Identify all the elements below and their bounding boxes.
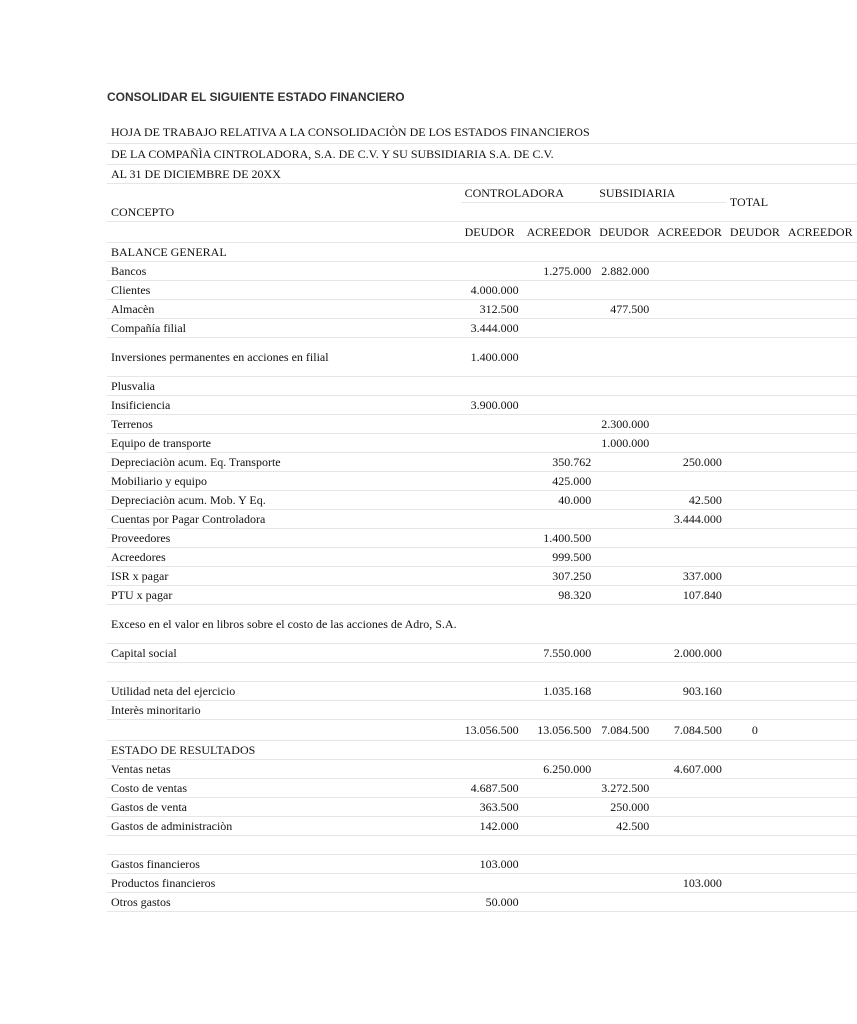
controladora-deudor-header: DEUDOR bbox=[461, 221, 523, 242]
subsidiaria-deudor-value bbox=[595, 873, 653, 892]
total-deudor-value bbox=[726, 318, 784, 337]
table-row bbox=[107, 433, 857, 452]
subsidiaria-deudor-value bbox=[595, 280, 653, 299]
subsidiaria-deudor-value bbox=[595, 376, 653, 395]
row-concepto: Depreciaciòn acum. Mob. Y Eq. bbox=[107, 490, 461, 509]
total-deudor-value bbox=[726, 662, 784, 681]
row-concepto: Cuentas por Pagar Controladora bbox=[107, 509, 461, 528]
controladora-acreedor-value bbox=[523, 700, 596, 719]
controladora-acreedor-value bbox=[523, 892, 596, 911]
subsidiaria-deudor-value: 1.000.000 bbox=[595, 433, 653, 452]
controladora-acreedor-value: 350.762 bbox=[523, 452, 596, 471]
total-deudor-sum: 0 bbox=[726, 719, 784, 740]
total-acreedor-value bbox=[784, 509, 857, 528]
controladora-acreedor-value bbox=[523, 835, 596, 854]
subsidiaria-acreedor-value: 4.607.000 bbox=[653, 759, 726, 778]
controladora-deudor-value: 3.900.000 bbox=[461, 395, 523, 414]
table-row bbox=[107, 452, 857, 471]
total-acreedor-value bbox=[784, 662, 857, 681]
subsidiaria-deudor-value bbox=[595, 337, 653, 376]
controladora-acreedor-value bbox=[523, 376, 596, 395]
subsidiaria-acreedor-value: 107.840 bbox=[653, 585, 726, 604]
subsidiaria-acreedor-value: 103.000 bbox=[653, 873, 726, 892]
row-concepto: PTU x pagar bbox=[107, 585, 461, 604]
total-acreedor-header: ACREEDOR bbox=[784, 221, 857, 242]
controladora-deudor-value: 312.500 bbox=[461, 299, 523, 318]
total-deudor-value bbox=[726, 759, 784, 778]
table-row bbox=[107, 700, 857, 719]
controladora-acreedor-value: 40.000 bbox=[523, 490, 596, 509]
controladora-deudor-value bbox=[461, 414, 523, 433]
total-controladora-acreedor: 13.056.500 bbox=[523, 719, 596, 740]
table-row bbox=[107, 337, 857, 376]
row-concepto: Otros gastos bbox=[107, 892, 461, 911]
total-acreedor-sum bbox=[784, 719, 857, 740]
row-concepto: Bancos bbox=[107, 261, 461, 280]
controladora-acreedor-header: ACREEDOR bbox=[523, 221, 596, 242]
subsidiaria-deudor-value: 477.500 bbox=[595, 299, 653, 318]
section-title: BALANCE GENERAL bbox=[107, 242, 857, 261]
controladora-acreedor-value bbox=[523, 854, 596, 873]
total-acreedor-value bbox=[784, 778, 857, 797]
controladora-deudor-value bbox=[461, 261, 523, 280]
table-row bbox=[107, 662, 857, 681]
total-acreedor-value bbox=[784, 376, 857, 395]
controladora-acreedor-value: 1.275.000 bbox=[523, 261, 596, 280]
subsidiaria-deudor-value bbox=[595, 452, 653, 471]
table-row bbox=[107, 318, 857, 337]
total-acreedor-value bbox=[784, 604, 857, 643]
header-line-1 bbox=[107, 122, 857, 143]
row-concepto: Gastos financieros bbox=[107, 854, 461, 873]
section-balance-general bbox=[107, 242, 857, 261]
controladora-header: CONTROLADORA bbox=[461, 183, 596, 202]
controladora-acreedor-value: 999.500 bbox=[523, 547, 596, 566]
subsidiaria-deudor-value bbox=[595, 854, 653, 873]
controladora-acreedor-value bbox=[523, 873, 596, 892]
controladora-acreedor-value: 1.035.168 bbox=[523, 681, 596, 700]
row-concepto: Interès minoritario bbox=[107, 700, 461, 719]
total-acreedor-value bbox=[784, 528, 857, 547]
row-concepto: Mobiliario y equipo bbox=[107, 471, 461, 490]
total-deudor-value bbox=[726, 643, 784, 662]
subsidiaria-acreedor-value bbox=[653, 662, 726, 681]
controladora-deudor-value: 363.500 bbox=[461, 797, 523, 816]
section-estado-resultados bbox=[107, 740, 857, 759]
subsidiaria-deudor-value bbox=[595, 700, 653, 719]
table-row bbox=[107, 681, 857, 700]
table-row bbox=[107, 759, 857, 778]
table-row bbox=[107, 471, 857, 490]
header-line-text: DE LA COMPAÑÌA CINTROLADORA, S.A. DE C.V. Y SU SUBSIDIARIA S.A. DE C.V. bbox=[107, 143, 857, 164]
column-header-row bbox=[107, 221, 857, 242]
controladora-acreedor-value bbox=[523, 433, 596, 452]
controladora-deudor-value bbox=[461, 643, 523, 662]
group-header-row bbox=[107, 183, 857, 202]
controladora-acreedor-value bbox=[523, 280, 596, 299]
controladora-acreedor-value bbox=[523, 509, 596, 528]
controladora-deudor-value bbox=[461, 452, 523, 471]
total-deudor-value bbox=[726, 854, 784, 873]
controladora-deudor-value: 4.000.000 bbox=[461, 280, 523, 299]
table-row bbox=[107, 547, 857, 566]
controladora-deudor-value bbox=[461, 604, 523, 643]
total-acreedor-value bbox=[784, 395, 857, 414]
total-deudor-value bbox=[726, 700, 784, 719]
total-controladora-deudor: 13.056.500 bbox=[461, 719, 523, 740]
total-deudor-value bbox=[726, 566, 784, 585]
row-concepto: Capital social bbox=[107, 643, 461, 662]
table-row bbox=[107, 490, 857, 509]
controladora-deudor-value bbox=[461, 759, 523, 778]
subsidiaria-acreedor-value bbox=[653, 261, 726, 280]
controladora-deudor-value bbox=[461, 471, 523, 490]
table-row bbox=[107, 376, 857, 395]
total-deudor-value bbox=[726, 433, 784, 452]
total-deudor-value bbox=[726, 681, 784, 700]
controladora-deudor-value bbox=[461, 662, 523, 681]
total-acreedor-value bbox=[784, 490, 857, 509]
subsidiaria-deudor-value: 2.882.000 bbox=[595, 261, 653, 280]
subsidiaria-deudor-value bbox=[595, 318, 653, 337]
table-row bbox=[107, 566, 857, 585]
row-concepto: Productos financieros bbox=[107, 873, 461, 892]
subsidiaria-acreedor-value bbox=[653, 337, 726, 376]
subsidiaria-deudor-value bbox=[595, 566, 653, 585]
total-acreedor-value bbox=[784, 816, 857, 835]
row-concepto bbox=[107, 662, 461, 681]
subsidiaria-header: SUBSIDIARIA bbox=[595, 183, 726, 202]
subsidiaria-acreedor-value bbox=[653, 892, 726, 911]
table-row bbox=[107, 816, 857, 835]
row-concepto: Ventas netas bbox=[107, 759, 461, 778]
subsidiaria-acreedor-value bbox=[653, 471, 726, 490]
row-concepto: Costo de ventas bbox=[107, 778, 461, 797]
table-row bbox=[107, 280, 857, 299]
row-concepto: Plusvalia bbox=[107, 376, 461, 395]
table-row bbox=[107, 395, 857, 414]
subsidiaria-acreedor-value: 337.000 bbox=[653, 566, 726, 585]
subsidiaria-deudor-value bbox=[595, 759, 653, 778]
subsidiaria-acreedor-value: 3.444.000 bbox=[653, 509, 726, 528]
total-acreedor-value bbox=[784, 452, 857, 471]
controladora-acreedor-value bbox=[523, 318, 596, 337]
header-line-3 bbox=[107, 164, 857, 183]
table-row bbox=[107, 509, 857, 528]
subsidiaria-deudor-value bbox=[595, 835, 653, 854]
controladora-deudor-value: 50.000 bbox=[461, 892, 523, 911]
subsidiaria-deudor-value bbox=[595, 681, 653, 700]
header-line-2 bbox=[107, 143, 857, 164]
total-deudor-value bbox=[726, 547, 784, 566]
subsidiaria-deudor-value bbox=[595, 643, 653, 662]
total-deudor-value bbox=[726, 261, 784, 280]
subsidiaria-acreedor-value bbox=[653, 395, 726, 414]
row-concepto: Insificiencia bbox=[107, 395, 461, 414]
controladora-acreedor-value bbox=[523, 337, 596, 376]
controladora-acreedor-value: 1.400.500 bbox=[523, 528, 596, 547]
total-deudor-value bbox=[726, 452, 784, 471]
total-deudor-value bbox=[726, 835, 784, 854]
subsidiaria-acreedor-value bbox=[653, 816, 726, 835]
subsidiaria-deudor-value: 3.272.500 bbox=[595, 778, 653, 797]
subsidiaria-acreedor-value bbox=[653, 604, 726, 643]
subsidiaria-acreedor-value bbox=[653, 376, 726, 395]
subsidiaria-deudor-value bbox=[595, 509, 653, 528]
total-deudor-value bbox=[726, 892, 784, 911]
total-subsidiaria-deudor: 7.084.500 bbox=[595, 719, 653, 740]
controladora-acreedor-value bbox=[523, 816, 596, 835]
subsidiaria-acreedor-header: ACREEDOR bbox=[653, 221, 726, 242]
total-acreedor-value bbox=[784, 854, 857, 873]
row-concepto: Utilidad neta del ejercicio bbox=[107, 681, 461, 700]
controladora-acreedor-value: 425.000 bbox=[523, 471, 596, 490]
subsidiaria-deudor-value bbox=[595, 471, 653, 490]
total-deudor-value bbox=[726, 797, 784, 816]
total-acreedor-value bbox=[784, 759, 857, 778]
total-deudor-value bbox=[726, 337, 784, 376]
row-concepto: Gastos de venta bbox=[107, 797, 461, 816]
subsidiaria-acreedor-value bbox=[653, 299, 726, 318]
subsidiaria-deudor-value bbox=[595, 892, 653, 911]
controladora-acreedor-value bbox=[523, 299, 596, 318]
row-concepto: Depreciaciòn acum. Eq. Transporte bbox=[107, 452, 461, 471]
controladora-deudor-value: 1.400.000 bbox=[461, 337, 523, 376]
header-line-text: HOJA DE TRABAJO RELATIVA A LA CONSOLIDACIÒN DE LOS ESTADOS FINANCIEROS bbox=[107, 122, 857, 143]
controladora-deudor-value bbox=[461, 376, 523, 395]
total-acreedor-value bbox=[784, 585, 857, 604]
total-acreedor-value bbox=[784, 892, 857, 911]
subsidiaria-acreedor-value bbox=[653, 797, 726, 816]
controladora-deudor-value bbox=[461, 873, 523, 892]
subsidiaria-deudor-value: 42.500 bbox=[595, 816, 653, 835]
controladora-deudor-value: 142.000 bbox=[461, 816, 523, 835]
controladora-acreedor-value: 98.320 bbox=[523, 585, 596, 604]
total-acreedor-value bbox=[784, 261, 857, 280]
totals-label bbox=[107, 719, 461, 740]
total-deudor-value bbox=[726, 471, 784, 490]
table-row bbox=[107, 261, 857, 280]
total-acreedor-value bbox=[784, 318, 857, 337]
total-acreedor-value bbox=[784, 299, 857, 318]
controladora-deudor-value bbox=[461, 490, 523, 509]
total-acreedor-value bbox=[784, 835, 857, 854]
subsidiaria-acreedor-value bbox=[653, 528, 726, 547]
controladora-acreedor-value bbox=[523, 414, 596, 433]
subsidiaria-acreedor-value bbox=[653, 854, 726, 873]
table-row bbox=[107, 604, 857, 643]
row-concepto: Clientes bbox=[107, 280, 461, 299]
row-concepto: Inversiones permanentes en acciones en filial bbox=[107, 337, 461, 376]
controladora-deudor-value bbox=[461, 681, 523, 700]
total-header: TOTAL bbox=[726, 183, 857, 221]
row-concepto: Equipo de transporte bbox=[107, 433, 461, 452]
subsidiaria-deudor-value bbox=[595, 528, 653, 547]
table-row bbox=[107, 528, 857, 547]
total-deudor-value bbox=[726, 395, 784, 414]
total-acreedor-value bbox=[784, 471, 857, 490]
table-row bbox=[107, 797, 857, 816]
row-concepto: Acreedores bbox=[107, 547, 461, 566]
total-acreedor-value bbox=[784, 700, 857, 719]
row-concepto: Terrenos bbox=[107, 414, 461, 433]
total-acreedor-value bbox=[784, 873, 857, 892]
controladora-deudor-value bbox=[461, 835, 523, 854]
controladora-deudor-value: 4.687.500 bbox=[461, 778, 523, 797]
subsidiaria-acreedor-value bbox=[653, 700, 726, 719]
total-deudor-value bbox=[726, 490, 784, 509]
subsidiaria-deudor-header: DEUDOR bbox=[595, 221, 653, 242]
controladora-acreedor-value: 307.250 bbox=[523, 566, 596, 585]
total-deudor-value bbox=[726, 376, 784, 395]
total-acreedor-value bbox=[784, 681, 857, 700]
total-acreedor-value bbox=[784, 337, 857, 376]
row-concepto: ISR x pagar bbox=[107, 566, 461, 585]
table-row bbox=[107, 835, 857, 854]
row-concepto: Exceso en el valor en libros sobre el costo de las acciones de Adro, S.A. bbox=[107, 604, 461, 643]
total-deudor-value bbox=[726, 299, 784, 318]
subsidiaria-acreedor-value bbox=[653, 835, 726, 854]
total-deudor-value bbox=[726, 280, 784, 299]
subsidiaria-deudor-value: 250.000 bbox=[595, 797, 653, 816]
total-deudor-value bbox=[726, 585, 784, 604]
row-concepto: Compañía filial bbox=[107, 318, 461, 337]
row-concepto: Gastos de administraciòn bbox=[107, 816, 461, 835]
total-acreedor-value bbox=[784, 433, 857, 452]
table-row bbox=[107, 892, 857, 911]
total-acreedor-value bbox=[784, 797, 857, 816]
controladora-deudor-value bbox=[461, 566, 523, 585]
subsidiaria-acreedor-value: 2.000.000 bbox=[653, 643, 726, 662]
subsidiaria-acreedor-value: 250.000 bbox=[653, 452, 726, 471]
controladora-acreedor-value bbox=[523, 778, 596, 797]
controladora-deudor-value bbox=[461, 547, 523, 566]
subsidiaria-deudor-value bbox=[595, 662, 653, 681]
controladora-acreedor-value: 7.550.000 bbox=[523, 643, 596, 662]
total-deudor-value bbox=[726, 873, 784, 892]
table-row bbox=[107, 873, 857, 892]
total-deudor-header: DEUDOR bbox=[726, 221, 784, 242]
subsidiaria-deudor-value bbox=[595, 547, 653, 566]
page-title: CONSOLIDAR EL SIGUIENTE ESTADO FINANCIERO bbox=[107, 90, 405, 104]
total-deudor-value bbox=[726, 509, 784, 528]
total-deudor-value bbox=[726, 778, 784, 797]
total-deudor-value bbox=[726, 604, 784, 643]
controladora-deudor-value: 103.000 bbox=[461, 854, 523, 873]
subsidiaria-acreedor-value bbox=[653, 778, 726, 797]
total-subsidiaria-acreedor: 7.084.500 bbox=[653, 719, 726, 740]
controladora-deudor-value bbox=[461, 585, 523, 604]
total-deudor-value bbox=[726, 528, 784, 547]
subsidiaria-deudor-value: 2.300.000 bbox=[595, 414, 653, 433]
table-row bbox=[107, 299, 857, 318]
subsidiaria-acreedor-value: 42.500 bbox=[653, 490, 726, 509]
subsidiaria-deudor-value bbox=[595, 585, 653, 604]
total-acreedor-value bbox=[784, 643, 857, 662]
consolidation-worksheet bbox=[107, 122, 857, 912]
table-row bbox=[107, 414, 857, 433]
table-row bbox=[107, 854, 857, 873]
concepto-header: CONCEPTO bbox=[107, 183, 461, 221]
header-line-text: AL 31 DE DICIEMBRE DE 20XX bbox=[107, 164, 857, 183]
controladora-acreedor-value bbox=[523, 797, 596, 816]
subsidiaria-deudor-value bbox=[595, 604, 653, 643]
subsidiaria-deudor-value bbox=[595, 490, 653, 509]
controladora-acreedor-value bbox=[523, 604, 596, 643]
total-deudor-value bbox=[726, 816, 784, 835]
controladora-deudor-value bbox=[461, 433, 523, 452]
subsidiaria-acreedor-value bbox=[653, 547, 726, 566]
table-row bbox=[107, 643, 857, 662]
table-row bbox=[107, 585, 857, 604]
subsidiaria-acreedor-value bbox=[653, 318, 726, 337]
controladora-deudor-value: 3.444.000 bbox=[461, 318, 523, 337]
table-row bbox=[107, 778, 857, 797]
total-deudor-value bbox=[726, 414, 784, 433]
subsidiaria-acreedor-value bbox=[653, 280, 726, 299]
controladora-acreedor-value bbox=[523, 395, 596, 414]
total-acreedor-value bbox=[784, 566, 857, 585]
section-title: ESTADO DE RESULTADOS bbox=[107, 740, 857, 759]
totals-row bbox=[107, 719, 857, 740]
controladora-acreedor-value: 6.250.000 bbox=[523, 759, 596, 778]
total-acreedor-value bbox=[784, 280, 857, 299]
subsidiaria-deudor-value bbox=[595, 395, 653, 414]
subsidiaria-acreedor-value bbox=[653, 433, 726, 452]
controladora-acreedor-value bbox=[523, 662, 596, 681]
total-acreedor-value bbox=[784, 547, 857, 566]
row-concepto bbox=[107, 835, 461, 854]
controladora-deudor-value bbox=[461, 509, 523, 528]
subsidiaria-acreedor-value bbox=[653, 414, 726, 433]
total-acreedor-value bbox=[784, 414, 857, 433]
controladora-deudor-value bbox=[461, 528, 523, 547]
controladora-deudor-value bbox=[461, 700, 523, 719]
subsidiaria-acreedor-value: 903.160 bbox=[653, 681, 726, 700]
row-concepto: Proveedores bbox=[107, 528, 461, 547]
row-concepto: Almacèn bbox=[107, 299, 461, 318]
